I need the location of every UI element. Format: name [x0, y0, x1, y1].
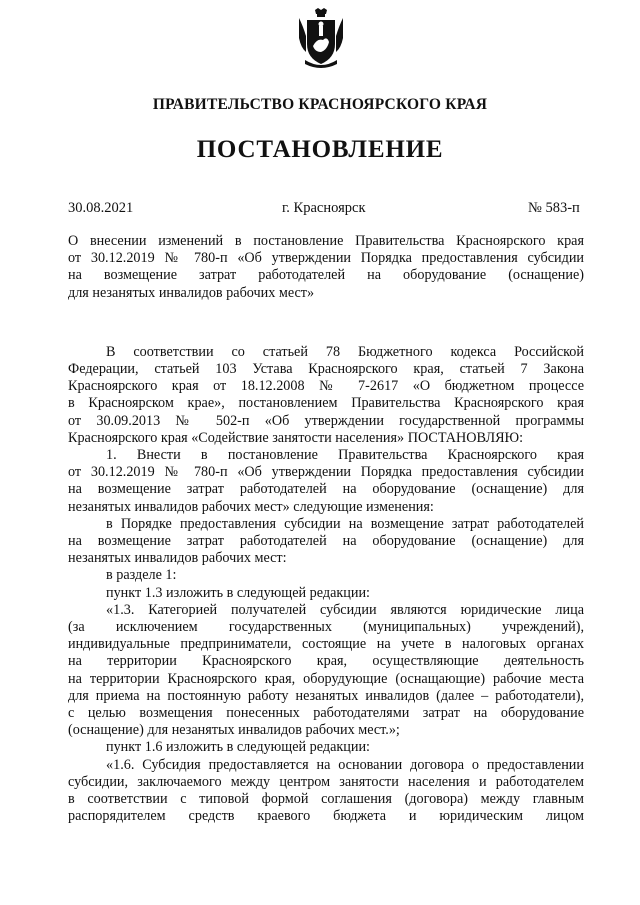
body-line: Федерации, статьей 103 Устава Красноярского края, статьей 7 Закона: [68, 361, 584, 378]
spacer: [68, 302, 584, 344]
body-line: 1. Внести в постановление Правительства Красноярского края: [106, 447, 584, 464]
body-line: В соответствии со статьей 78 Бюджетного кодекса Российской: [106, 343, 584, 360]
subject-line: от 30.12.2019 № 780-п «Об утверждении Порядка предоставления субсидии: [68, 250, 584, 267]
document-title: ПОСТАНОВЛЕНИЕ: [196, 136, 444, 163]
body-line: для приема на постоянную работу незанятых инвалидов (далее – работодатели),: [68, 687, 584, 704]
body-line: «1.3. Категорией получателей субсидии являются юридические лица: [106, 601, 584, 618]
document-body: [68, 233, 584, 826]
subject-line: для незанятых инвалидов рабочих мест»: [68, 284, 315, 301]
coat-of-arms-icon: [297, 8, 345, 70]
body-line: на территории Красноярского края, осуществляющие деятельность: [68, 653, 584, 670]
body-line: в соответствии с типовой формой соглашения (договора) между главным: [68, 791, 584, 808]
body-line: субсидии, заключаемого между центром занятости населения и работодателем: [68, 773, 584, 790]
body-line: пункт 1.6 изложить в следующей редакции:: [106, 739, 370, 756]
body-line: в разделе 1:: [106, 567, 177, 584]
subject-line: О внесении изменений в постановление Правительства Красноярского края: [68, 233, 584, 249]
body-line: в Красноярском крае», постановлением Правительства Красноярского края: [68, 395, 584, 412]
body-line: в Порядке предоставления субсидии на возмещение затрат работодателей: [106, 515, 584, 532]
body-line: индивидуальные предприниматели, состоящие на учете в налоговых органах: [68, 636, 584, 653]
body-line: (за исключением государственных (муниципальных) учреждений),: [68, 619, 584, 636]
body-line: пункт 1.3 изложить в следующей редакции:: [106, 584, 370, 601]
body-line: на возмещение затрат работодателей на оборудование (оснащение) для: [68, 533, 584, 550]
body-line: Красноярского края от 18.12.2008 № 7-2617 «О бюджетном процессе: [68, 378, 584, 395]
subject-line: на возмещение затрат работодателей на оборудование (оснащение): [68, 267, 584, 284]
body-line: (оснащение) для незанятых инвалидов рабочих мест.»;: [68, 722, 400, 739]
body-line: «1.6. Субсидия предоставляется на основании договора о предоставлении: [106, 756, 584, 773]
body-line: на возмещение затрат работодателей на оборудование (оснащение) для: [68, 481, 584, 498]
document-number: № 583-п: [528, 200, 580, 216]
body-line: с целью возмещения понесенных работодателями затрат на оборудование: [68, 705, 584, 722]
body-line: незанятых инвалидов рабочих мест:: [68, 550, 287, 567]
body-line: Красноярского края «Содействие занятости населения» ПОСТАНОВЛЯЮ:: [68, 429, 524, 446]
body-line: на территории Красноярского края, оборудующие (оснащающие) рабочие места: [68, 670, 584, 687]
body-line: от 30.12.2019 № 780-п «Об утверждении Порядка предоставления субсидии: [68, 464, 584, 481]
document-city: г. Красноярск: [282, 200, 366, 216]
body-line: распорядителем средств краевого бюджета и юридическим лицом: [68, 808, 584, 825]
body-line: от 30.09.2013 № 502-п «Об утверждении государственной программы: [68, 412, 584, 429]
government-name: ПРАВИТЕЛЬСТВО КРАСНОЯРСКОГО КРАЯ: [152, 96, 488, 113]
body-line: незанятых инвалидов рабочих мест» следующие изменения:: [68, 498, 434, 515]
document-date: 30.08.2021: [68, 200, 134, 216]
